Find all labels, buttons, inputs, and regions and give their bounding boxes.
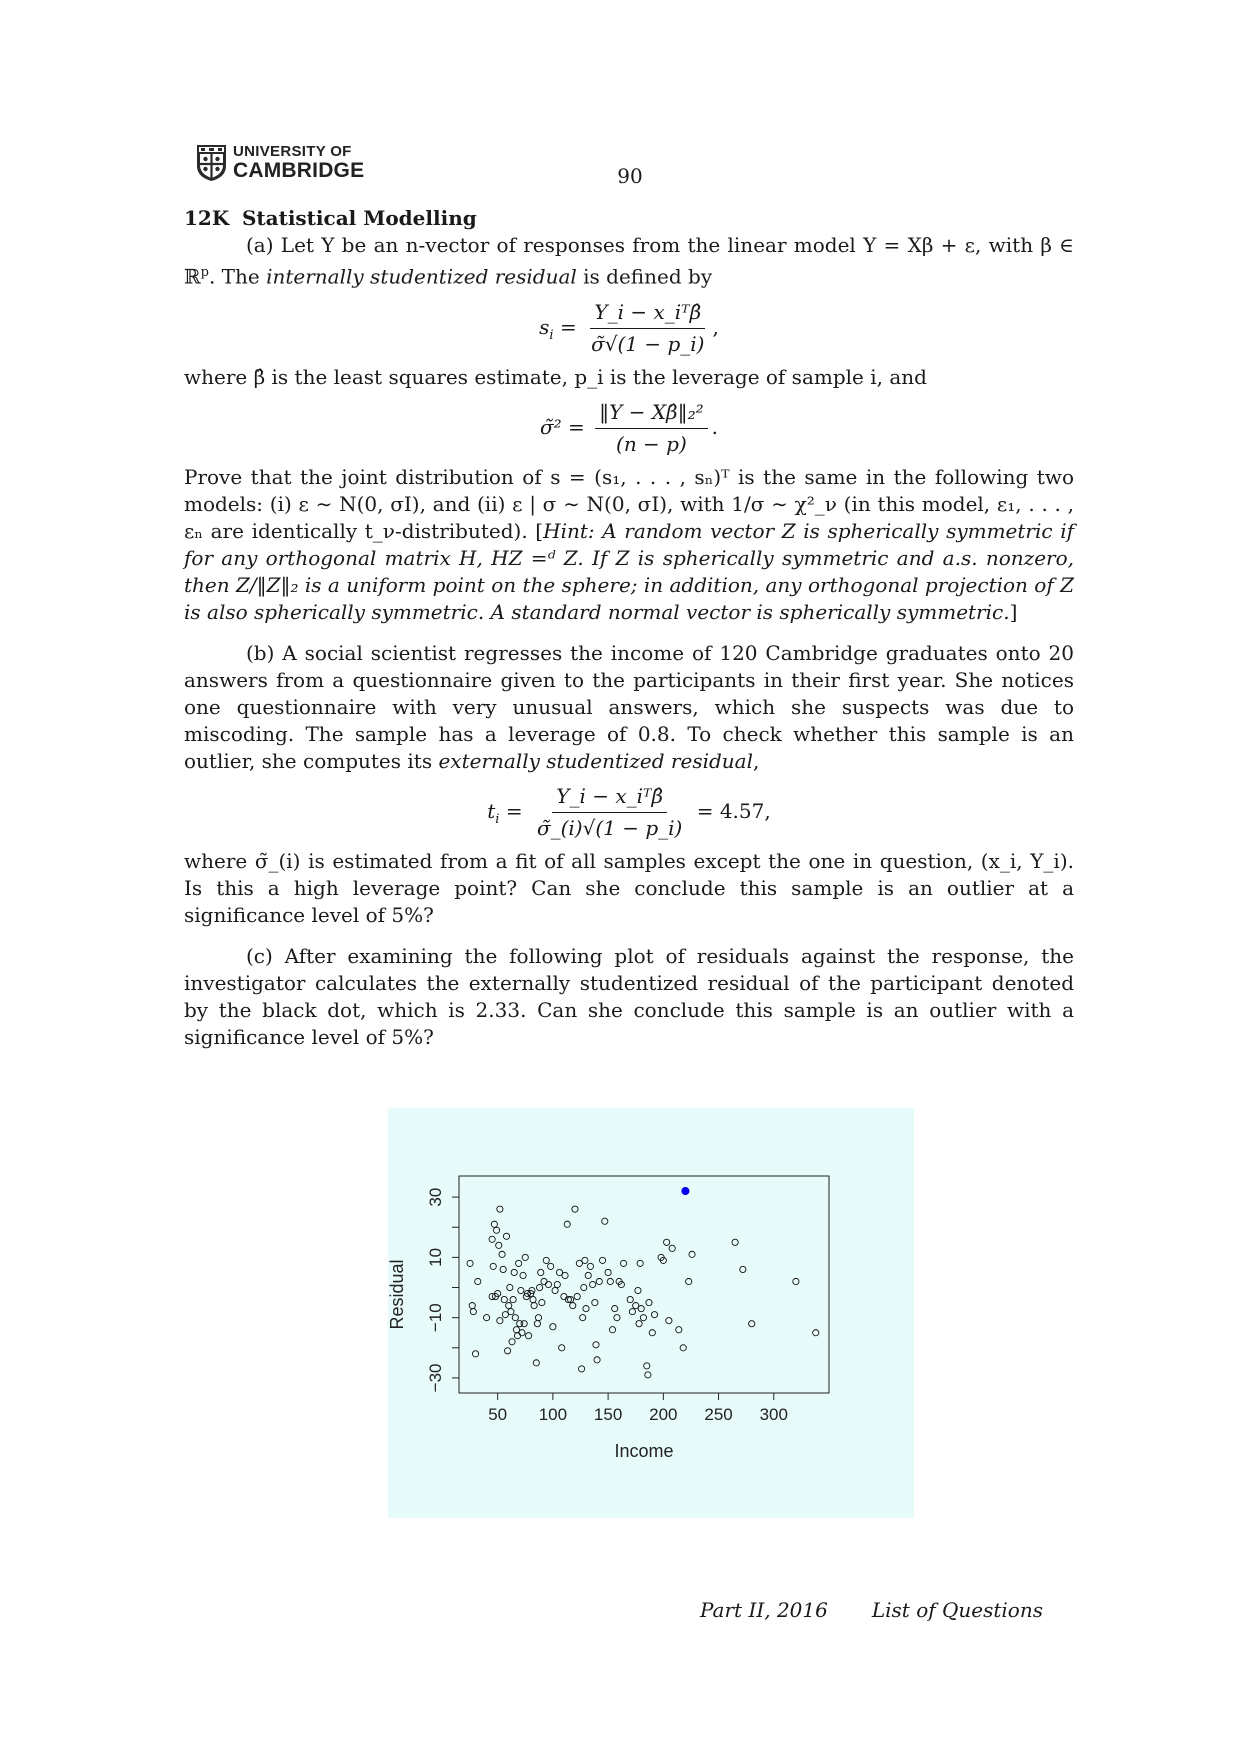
data-point xyxy=(490,1263,496,1269)
data-point xyxy=(620,1260,626,1266)
part-a-prove xyxy=(184,464,1074,626)
data-point xyxy=(793,1278,799,1284)
eq-ti-numerator: Y_i − x_iᵀβ̂ xyxy=(552,783,667,813)
data-point xyxy=(497,1206,503,1212)
y-tick-label: 30 xyxy=(426,1187,445,1207)
data-point xyxy=(593,1342,599,1348)
data-point xyxy=(581,1284,587,1290)
data-point xyxy=(516,1260,522,1266)
data-point xyxy=(543,1257,549,1263)
equation-sigma: σ̃² = $\frac{\text{‖Y − Xβ̂‖₂²}}{(n - p)}$ . xyxy=(539,399,719,456)
eq-ti-lhs-sub: i xyxy=(495,811,500,827)
data-point xyxy=(590,1281,596,1287)
part-b-intro xyxy=(184,640,1074,775)
data-point xyxy=(562,1272,568,1278)
data-point xyxy=(605,1269,611,1275)
data-point xyxy=(548,1263,554,1269)
data-point xyxy=(504,1348,510,1354)
data-point xyxy=(511,1269,517,1275)
data-point xyxy=(491,1221,497,1227)
data-point xyxy=(520,1272,526,1278)
equation-si: $s_i$ = $\frac{\text{Y\_i − x\_iᵀβ̂}}{\sigmã√(1 - p\_i)}$ , xyxy=(539,299,719,356)
eq-si-numerator: Y_i − x_iᵀβ̂ xyxy=(590,299,705,329)
question-body xyxy=(184,205,1074,1051)
part-a-intro-3: is defined by xyxy=(576,264,713,289)
data-point xyxy=(506,1302,512,1308)
data-point xyxy=(552,1287,558,1293)
data-point xyxy=(644,1363,650,1369)
data-point xyxy=(564,1221,570,1227)
eq-si-fraction xyxy=(587,299,708,358)
y-tick-label: −30 xyxy=(426,1363,445,1393)
part-b-text-1: (b) A social scientist regresses the income of 120 Cambridge graduates onto 20 answers from a questionnaire given to the participants in their first year. She notices one questionnaire with very unusual answers, which she suspects was due to miscoding. The sample has a leverage of 0.8. To check whether this sample is an outlier, she computes its xyxy=(184,640,1074,773)
cambridge-shield-icon xyxy=(196,144,227,182)
data-point xyxy=(496,1242,502,1248)
footer-list: List of Questions xyxy=(871,1598,1043,1622)
residual-plot-panel xyxy=(388,1108,914,1518)
data-point xyxy=(472,1351,478,1357)
data-point xyxy=(676,1327,682,1333)
data-point xyxy=(538,1269,544,1275)
part-b-text-2: , xyxy=(752,748,760,773)
data-point xyxy=(501,1296,507,1302)
eq-sigma-numerator: ‖Y − Xβ̂‖₂² xyxy=(595,399,708,429)
eq-sigma-denominator: (n − p) xyxy=(616,431,687,456)
data-point xyxy=(512,1315,518,1321)
eq-sigma-fraction xyxy=(595,399,708,458)
highlighted-data-point xyxy=(682,1187,689,1194)
data-point xyxy=(594,1357,600,1363)
data-point xyxy=(493,1227,499,1233)
data-point xyxy=(666,1318,672,1324)
section-heading xyxy=(184,205,1074,232)
part-a-term: internally studentized residual xyxy=(266,264,577,289)
data-point xyxy=(530,1296,536,1302)
plot-frame xyxy=(459,1176,829,1393)
y-axis-label: Residual xyxy=(388,1259,407,1330)
data-point xyxy=(689,1251,695,1257)
part-b-where: where σ̃_(i) is estimated from a fit of all samples except the one in question, (x_i, Y_i). Is this a high leverage point? Can she conclude this sample is an outlier at a significance level of 5%? xyxy=(184,848,1074,927)
x-tick-label: 100 xyxy=(538,1405,568,1424)
residual-scatter-plot xyxy=(388,1108,914,1518)
data-point xyxy=(686,1278,692,1284)
data-point xyxy=(649,1330,655,1336)
section-label: 12K xyxy=(184,206,230,230)
eq-si-lhs: s xyxy=(539,314,550,339)
data-point xyxy=(470,1309,476,1315)
y-tick-label: 10 xyxy=(426,1247,445,1267)
data-point xyxy=(664,1239,670,1245)
eq-ti-fraction xyxy=(533,783,686,842)
data-point xyxy=(508,1309,514,1315)
data-point xyxy=(535,1315,541,1321)
data-point xyxy=(635,1287,641,1293)
part-a-hint: Hint: A random vector Z is spherically symmetric if for any orthogonal matrix H, HZ =ᵈ Z. If Z is spherically symmetric and a.s. nonzero, then Z/‖Z‖₂ is a uniform point on the sphere; in addition, any orthogonal projection of Z is also spherically symmetric. A standard normal vector is spherically symmetric. xyxy=(184,518,1075,624)
data-point xyxy=(521,1321,527,1327)
part-a-intro xyxy=(184,232,1074,291)
part-a-prove-text: Prove that the joint distribution of s = (s₁, . . . , sₙ)ᵀ is the same in the following two models: (i) ε ∼ N(0, σI), and (ii) ε | σ ∼ N(0, σI), with 1/σ ∼ χ²_ν (in this model, ε₁, . . . , εₙ are identically t_ν-distributed). [ xyxy=(184,464,1074,543)
data-point xyxy=(475,1278,481,1284)
data-point xyxy=(585,1272,591,1278)
data-point xyxy=(629,1309,635,1315)
data-point xyxy=(525,1333,531,1339)
data-point xyxy=(602,1218,608,1224)
data-point xyxy=(609,1327,615,1333)
x-tick-label: 250 xyxy=(704,1405,733,1424)
data-point xyxy=(627,1296,633,1302)
x-tick-label: 300 xyxy=(759,1405,788,1424)
data-point xyxy=(572,1206,578,1212)
part-a-intro-1: (a) Let Y be an n-vector of responses from the linear model Y = Xβ + ε, with β ∈ ℝ xyxy=(184,233,1074,289)
part-b-term: externally studentized residual xyxy=(438,748,753,773)
data-point xyxy=(559,1345,565,1351)
data-point xyxy=(507,1284,513,1290)
part-a-where: where β̂ is the least squares estimate, p_i is the leverage of sample i, and xyxy=(184,364,927,389)
data-point xyxy=(467,1260,473,1266)
data-point xyxy=(583,1306,589,1312)
data-point xyxy=(469,1302,475,1308)
data-point xyxy=(509,1339,515,1345)
data-point xyxy=(534,1321,540,1327)
data-point xyxy=(578,1366,584,1372)
eq-sigma-lhs: σ̃² = xyxy=(539,414,585,439)
section-title: Statistical Modelling xyxy=(241,206,477,230)
page-footer xyxy=(700,1598,1087,1622)
data-point xyxy=(554,1281,560,1287)
data-point xyxy=(533,1360,539,1366)
part-a-hint-close: ] xyxy=(1009,599,1018,624)
y-tick-label: −10 xyxy=(426,1303,445,1333)
data-point xyxy=(599,1257,605,1263)
data-point xyxy=(596,1278,602,1284)
data-point xyxy=(587,1263,593,1269)
data-point xyxy=(519,1330,525,1336)
data-point xyxy=(732,1239,738,1245)
part-a-intro-2: . The xyxy=(208,264,267,289)
data-point xyxy=(537,1284,543,1290)
x-tick-label: 200 xyxy=(649,1405,678,1424)
equation-ti: $t_i$ = $\frac{\text{Y\_i − x\_iᵀβ̂}}{\sigmã\_(i)√(1 - p\_i)}$ = 4.57, xyxy=(487,783,771,840)
data-point xyxy=(646,1299,652,1305)
data-point xyxy=(510,1296,516,1302)
data-point xyxy=(640,1315,646,1321)
data-point xyxy=(489,1236,495,1242)
data-point xyxy=(813,1330,819,1336)
part-a-intro-sup: p xyxy=(200,265,209,280)
data-point xyxy=(580,1315,586,1321)
data-point xyxy=(637,1260,643,1266)
data-point xyxy=(545,1281,551,1287)
footer-part: Part II, 2016 xyxy=(700,1598,828,1622)
data-point xyxy=(636,1321,642,1327)
data-point xyxy=(522,1254,528,1260)
data-point xyxy=(503,1233,509,1239)
data-point xyxy=(651,1312,657,1318)
data-point xyxy=(614,1315,620,1321)
eq-si-lhs-sub: i xyxy=(549,327,554,343)
data-point xyxy=(539,1299,545,1305)
university-logo xyxy=(196,144,364,182)
eq-ti-denominator: σ̃_(i)√(1 − p_i) xyxy=(536,815,683,840)
data-point xyxy=(514,1333,520,1339)
data-point xyxy=(484,1315,490,1321)
x-tick-label: 150 xyxy=(593,1405,623,1424)
data-point xyxy=(499,1251,505,1257)
data-point xyxy=(612,1306,618,1312)
x-axis-label: Income xyxy=(614,1441,674,1461)
data-point xyxy=(645,1372,651,1378)
data-point xyxy=(740,1266,746,1272)
eq-ti-value: = 4.57, xyxy=(696,798,771,823)
data-point xyxy=(541,1278,547,1284)
eq-si-denominator: σ̃√(1 − p_i) xyxy=(591,331,705,356)
data-point xyxy=(592,1299,598,1305)
data-point xyxy=(638,1306,644,1312)
data-point xyxy=(550,1324,556,1330)
data-point xyxy=(561,1293,567,1299)
eq-ti-lhs: t xyxy=(487,798,496,823)
x-tick-label: 50 xyxy=(488,1405,508,1424)
page-number: 90 xyxy=(617,164,643,188)
data-point xyxy=(680,1345,686,1351)
university-line-2: CAMBRIDGE xyxy=(233,158,365,182)
data-point xyxy=(518,1287,524,1293)
data-point xyxy=(500,1266,506,1272)
data-point xyxy=(570,1302,576,1308)
data-point xyxy=(582,1257,588,1263)
data-point xyxy=(607,1278,613,1284)
data-point xyxy=(749,1321,755,1327)
data-point xyxy=(574,1293,580,1299)
university-line-1: UNIVERSITY OF xyxy=(233,143,352,161)
data-point xyxy=(531,1302,537,1308)
data-point xyxy=(669,1245,675,1251)
part-c-text: (c) After examining the following plot of residuals against the response, the investigator calculates the externally studentized residual of the participant denoted by the black dot, which is 2.33. Can she conclude this sample is an outlier with a significance level of 5%? xyxy=(184,943,1074,1049)
data-point xyxy=(497,1318,503,1324)
